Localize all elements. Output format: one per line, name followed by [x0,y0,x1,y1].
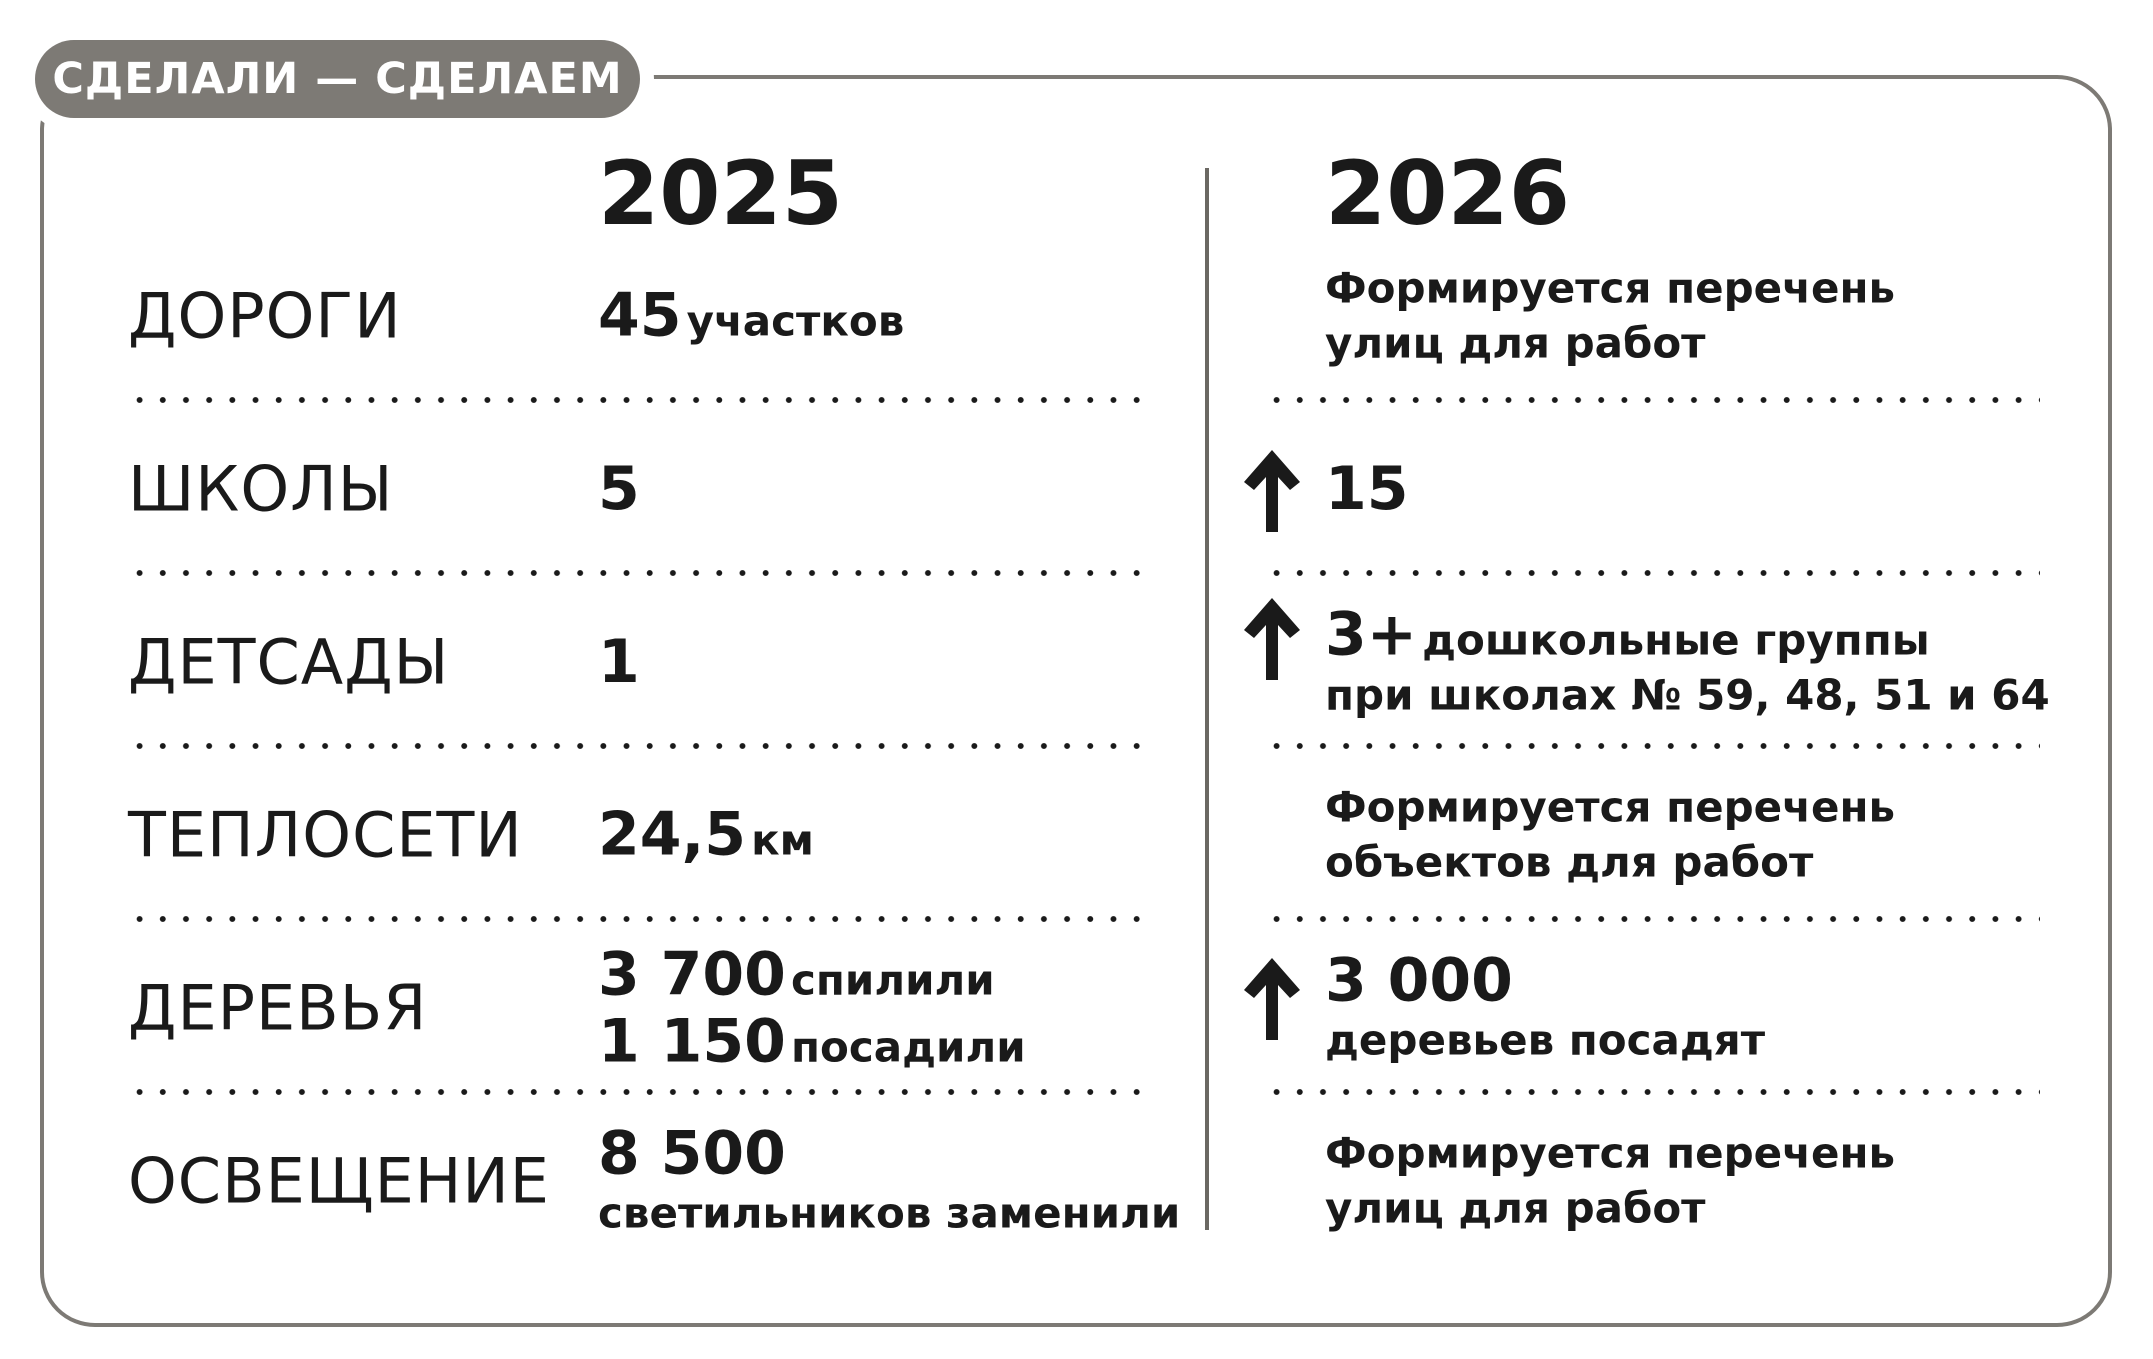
category-label: ШКОЛЫ [128,452,394,526]
row-trees [0,922,2153,1094]
value-2026 [1325,780,1895,889]
value-2025 [598,629,640,695]
up-arrow-icon [1240,446,1304,536]
plan-line-2: при школах № 59, 48, 51 и 64 [1325,670,2050,719]
category-label: ТЕПЛОСЕТИ [128,798,523,872]
value-number: 3 000 [1325,945,1513,1016]
value-unit: светильников заменили [598,1188,1181,1238]
value-2025 [598,456,640,522]
value-unit: км [751,815,814,865]
value-unit: участков [686,296,905,346]
plan-line-1: Формируется перечень [1325,782,1896,832]
value-number: 45 [598,280,682,351]
value-number: 1 [598,627,640,697]
value-2025 [598,280,905,351]
row-schools [0,403,2153,575]
value-2026 [1325,601,2050,722]
value-2026 [1325,945,1766,1069]
value-number: 24,5 [598,799,747,870]
category-label: ДЕРЕВЬЯ [128,971,428,1045]
value-number: 3+ [1325,599,1418,670]
year-2026-heading: 2026 [1325,142,1570,245]
value-2026 [1325,456,1409,522]
year-2025-heading: 2025 [598,142,843,245]
value-unit: спилили [790,955,995,1005]
value-number: 3 700 [598,939,786,1010]
value-2025 [598,799,814,870]
plan-line-2: улиц для работ [1325,318,1706,367]
category-label: ДЕТСАДЫ [128,625,450,699]
value-unit-2: посадили [790,1022,1026,1071]
category-label: ОСВЕЩЕНИЕ [128,1144,550,1218]
row-heating-networks [0,749,2153,921]
plan-line-2: объектов для работ [1325,837,1814,886]
value-2026 [1325,1126,1895,1235]
plan-line-1: Формируется перечень [1325,263,1896,313]
up-arrow-icon [1240,954,1304,1044]
up-arrow-icon [1240,594,1304,684]
row-roads [0,230,2153,402]
value-number-2: 1 150 [598,1006,786,1076]
value-2025 [598,941,1026,1074]
plan-line-1: Формируется перечень [1325,1128,1896,1178]
row-lighting [0,1095,2153,1267]
value-2025 [598,1118,1181,1242]
plan-line-2: деревьев посадят [1325,1015,1766,1065]
value-2026 [1325,261,1895,370]
category-label: ДОРОГИ [128,279,402,353]
value-number: 8 500 [598,1118,786,1189]
plan-line-2: улиц для работ [1325,1183,1706,1232]
value-unit: дошкольные группы [1422,615,1930,665]
header-tag: СДЕЛАЛИ — СДЕЛАЕМ [35,40,640,118]
value-number: 15 [1325,454,1409,524]
row-kindergartens [0,576,2153,748]
value-number: 5 [598,454,640,524]
